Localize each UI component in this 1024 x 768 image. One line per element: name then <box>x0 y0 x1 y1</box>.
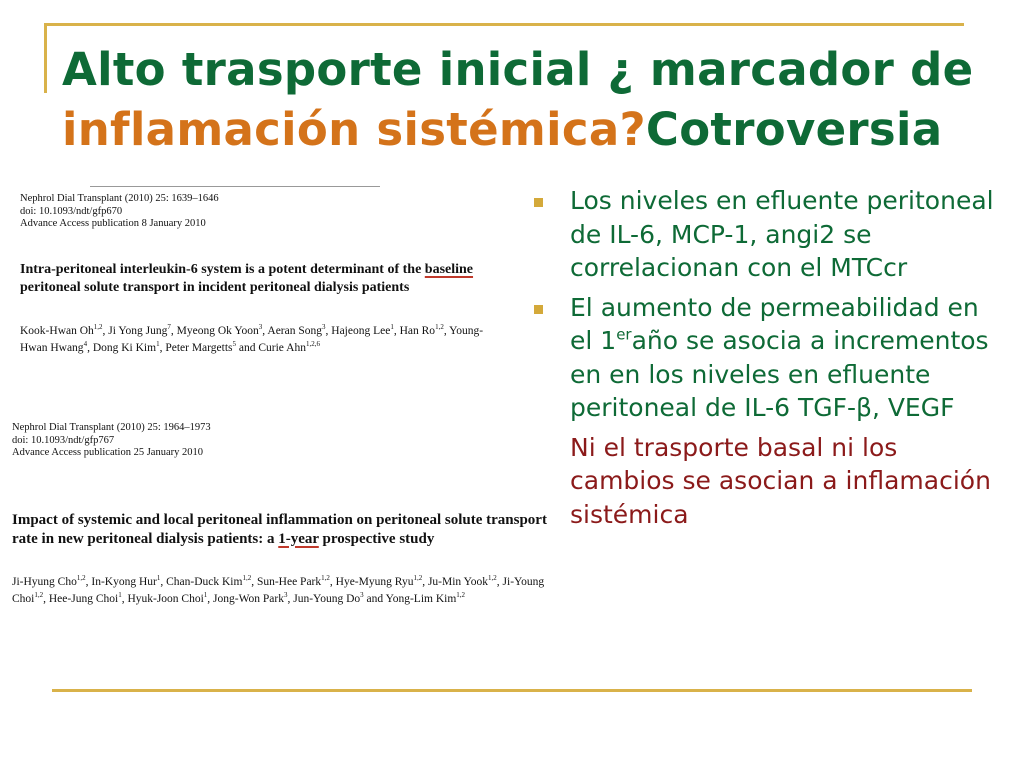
bullet-item-2 <box>534 291 994 425</box>
article-2-author-affiliation: 1 <box>203 591 208 600</box>
article-1-author-name: , Ji Yong Jung <box>102 324 168 337</box>
article-1-author-affiliation: 1 <box>390 322 394 331</box>
article-1-author-name: , Young-Hwan Hwang <box>20 324 484 355</box>
article-1-author-affiliation: 3 <box>258 322 263 331</box>
article-1-author-name: , Aeran Song <box>262 324 323 337</box>
article-2-author-name: , Ju-Min Yook <box>422 575 489 588</box>
article-1-author-name: Kook-Hwan Oh <box>20 324 94 337</box>
title-part-1: Alto trasporte inicial ¿ marcador de <box>62 43 974 96</box>
article-1-author-affiliation: 7 <box>167 322 171 331</box>
article-2-author-affiliation: 1,2 <box>488 573 497 582</box>
article-2-author-affiliation: 3 <box>284 591 288 600</box>
article-1-author-name: , Myeong Ok Yoon <box>170 324 259 337</box>
article-2-author-affiliation: 3 <box>360 591 364 600</box>
article-2-title-a: Impact of systemic and local peritoneal inflammation on peritoneal solute transport rate in new peritoneal dialysis patients: a <box>12 511 547 547</box>
article-2-author-affiliation: 1 <box>156 573 161 582</box>
article-2-author-name: Ji-Hyung Cho <box>12 575 77 588</box>
article-1-author-affiliation: 1 <box>156 340 160 349</box>
article-2-author-name: , Sun-Hee Park <box>251 575 322 588</box>
article-2-author-affiliation: 1,2 <box>76 573 86 582</box>
article-1-author-affiliation: 3 <box>322 322 326 331</box>
article-1-doi: doi: 10.1093/ndt/gfp670 <box>20 205 123 217</box>
bottom-divider-line <box>52 689 972 692</box>
square-bullet-icon <box>534 198 543 207</box>
title-part-2: inflamación sistémica? <box>62 103 646 156</box>
article-2-author-name: , Hyuk-Joon Choi <box>121 593 204 606</box>
article-clipping-1 <box>20 193 510 355</box>
article-2-author-name: , Chan-Duck Kim <box>160 575 243 588</box>
bullet-1-text: Los niveles en efluente peritoneal de IL-6, MCP-1, angi2 se correlacionan con el MTCcr <box>570 186 994 282</box>
article-2-author-affiliation: 1,2 <box>413 573 423 582</box>
article-clipping-2 <box>12 422 552 606</box>
article-1-author-affiliation: 1,2,6 <box>305 340 320 349</box>
article-1-top-rule <box>90 186 380 187</box>
bullet-3-text: Ni el trasporte basal ni los cambios se asocian a inflamación sistémica <box>570 432 991 529</box>
bullet-item-3 <box>534 431 994 532</box>
bullet-item-1 <box>534 184 994 285</box>
article-1-title <box>20 261 510 297</box>
article-2-title <box>12 511 552 549</box>
article-1-author-name: , Peter Margetts <box>159 342 233 355</box>
article-1-title-a: Intra-peritoneal interleukin-6 system is a potent determinant of the <box>20 261 422 277</box>
article-2-author-name: and Yong-Lim Kim <box>363 593 457 606</box>
article-1-author-affiliation: 4 <box>83 340 88 349</box>
article-1-title-c: peritoneal solute transport in incident peritoneal dialysis patients <box>20 279 410 295</box>
article-1-title-underlined: baseline <box>424 261 474 277</box>
article-2-author-affiliation: 1,2 <box>456 591 466 600</box>
article-1-author-name: , Dong Ki Kim <box>87 342 157 355</box>
article-1-author-affiliation: 1,2 <box>93 322 103 331</box>
article-2-access: Advance Access publication 25 January 2010 <box>12 447 203 458</box>
article-1-access: Advance Access publication 8 January 2010 <box>20 218 206 229</box>
article-2-title-c: prospective study <box>318 530 435 547</box>
left-divider-line <box>44 23 47 93</box>
article-1-author-affiliation: 1,2 <box>435 322 444 331</box>
article-2-author-affiliation: 1,2 <box>242 573 252 582</box>
bullet-2-text-post: año se asocia a incrementos en en los niveles en efluente peritoneal de IL-6 TGF-β, VEGF <box>570 326 989 422</box>
article-2-author-name: , In-Kyong Hur <box>85 575 157 588</box>
top-divider-line <box>44 23 964 26</box>
article-1-author-name: , Hajeong Lee <box>325 324 391 337</box>
bullet-2-text-pre: El aumento de permeabilidad en el 1 <box>570 292 979 355</box>
article-2-authors <box>12 571 552 607</box>
title-part-3: Cotroversia <box>645 103 943 156</box>
article-1-author-affiliation: 5 <box>232 340 236 349</box>
bullet-2-superscript: er <box>616 325 632 344</box>
article-1-authors <box>20 320 510 356</box>
article-2-author-name: , Hye-Myung Ryu <box>329 575 414 588</box>
slide-title <box>62 40 1002 160</box>
article-1-author-name: , Han Ro <box>393 324 436 337</box>
article-2-title-underlined: 1-year <box>278 530 319 547</box>
article-2-doi: doi: 10.1093/ndt/gfp767 <box>12 434 115 446</box>
article-2-author-affiliation: 1,2 <box>321 573 330 582</box>
article-1-author-name: and Curie Ahn <box>236 342 306 355</box>
article-2-author-affiliation: 1,2 <box>34 591 44 600</box>
article-2-author-name: , Ji-Young Choi <box>12 575 545 606</box>
article-1-journal: Nephrol Dial Transplant (2010) 25: 1639–1646 <box>20 193 219 204</box>
article-2-author-name: , Hee-Jung Choi <box>43 593 119 606</box>
square-bullet-icon <box>534 305 543 314</box>
bullet-list <box>534 184 994 537</box>
article-2-author-affiliation: 1 <box>118 591 122 600</box>
article-2-journal: Nephrol Dial Transplant (2010) 25: 1964–1973 <box>12 422 211 433</box>
article-2-author-name: , Jong-Won Park <box>207 593 284 606</box>
article-2-author-name: , Jun-Young Do <box>287 593 361 606</box>
